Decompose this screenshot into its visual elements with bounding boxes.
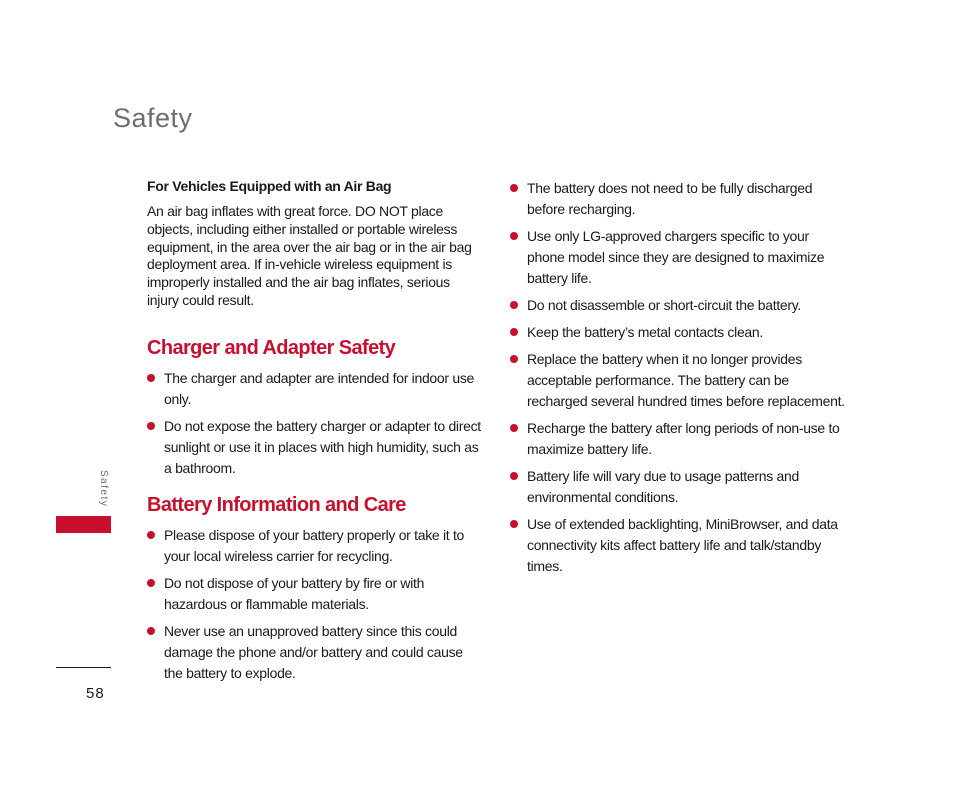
- page-number: 58: [86, 685, 105, 702]
- list-item-text: Use only LG-approved chargers specific to your phone model since they are designed to maximize battery life.: [527, 228, 825, 286]
- page-title: Safety: [113, 103, 193, 133]
- charger-section-heading: Charger and Adapter Safety: [147, 336, 396, 359]
- list-item: [510, 418, 845, 460]
- list-item-text: The battery does not need to be fully discharged before recharging.: [527, 180, 813, 217]
- list-item-text: Keep the battery’s metal contacts clean.: [527, 324, 763, 340]
- airbag-subheading: For Vehicles Equipped with an Air Bag: [147, 178, 392, 194]
- list-item-text: Do not dispose of your battery by fire or with hazardous or flammable materials.: [164, 574, 425, 612]
- list-item: [510, 349, 845, 412]
- bullet-dot-icon: [510, 301, 518, 309]
- airbag-paragraph: An air bag inflates with great force. DO NOT place objects, including either installed or portable wireless equipment, in the area over the air bag or in the air bag deployment area. If in-vehicle wireless equipment is improperly installed and the air bag inflates, serious injury could result.: [147, 203, 472, 308]
- list-item-text: Replace the battery when it no longer provides acceptable performance. The battery can be recharged several hundred times before replacement.: [527, 351, 845, 409]
- side-section-label: Safety: [98, 470, 109, 508]
- left-column: [147, 178, 482, 690]
- list-item: [147, 525, 482, 567]
- list-item: [510, 466, 845, 508]
- battery-section-heading: Battery Information and Care: [147, 493, 406, 516]
- list-item: [510, 514, 845, 577]
- list-item-text: The charger and adapter are intended for indoor use only.: [164, 369, 475, 407]
- bullet-dot-icon: [147, 579, 155, 587]
- bullet-dot-icon: [510, 328, 518, 336]
- list-item: [147, 621, 482, 684]
- list-item-text: Do not disassemble or short-circuit the battery.: [527, 297, 802, 313]
- footer-divider: [56, 667, 111, 668]
- bullet-dot-icon: [147, 627, 155, 635]
- bullet-dot-icon: [510, 232, 518, 240]
- bullet-dot-icon: [147, 531, 155, 539]
- bullet-dot-icon: [147, 422, 155, 430]
- battery-bullet-list: [147, 525, 482, 684]
- right-column: [510, 178, 845, 583]
- list-item-text: Please dispose of your battery properly or take it to your local wireless carrier for recycling.: [164, 526, 465, 564]
- bullet-dot-icon: [510, 520, 518, 528]
- list-item: [510, 322, 845, 343]
- list-item-text: Never use an unapproved battery since this could damage the phone and/or battery and could cause the battery to explode.: [164, 622, 463, 681]
- section-tab-marker: [56, 516, 111, 533]
- list-item-text: Battery life will vary due to usage patterns and environmental conditions.: [527, 468, 799, 505]
- battery-bullet-list-continued: [510, 178, 845, 577]
- bullet-dot-icon: [510, 355, 518, 363]
- list-item: [147, 368, 482, 410]
- bullet-dot-icon: [510, 184, 518, 192]
- list-item: [510, 295, 845, 316]
- list-item: [510, 226, 845, 289]
- list-item: [147, 573, 482, 615]
- list-item-text: Recharge the battery after long periods of non-use to maximize battery life.: [527, 420, 840, 457]
- list-item: [147, 416, 482, 479]
- bullet-dot-icon: [510, 472, 518, 480]
- bullet-dot-icon: [147, 374, 155, 382]
- list-item-text: Use of extended backlighting, MiniBrowser, and data connectivity kits affect battery life and talk/standby times.: [527, 516, 838, 574]
- charger-bullet-list: [147, 368, 482, 479]
- bullet-dot-icon: [510, 424, 518, 432]
- list-item: [510, 178, 845, 220]
- list-item-text: Do not expose the battery charger or adapter to direct sunlight or use it in places with high humidity, such as a bathroom.: [164, 417, 481, 476]
